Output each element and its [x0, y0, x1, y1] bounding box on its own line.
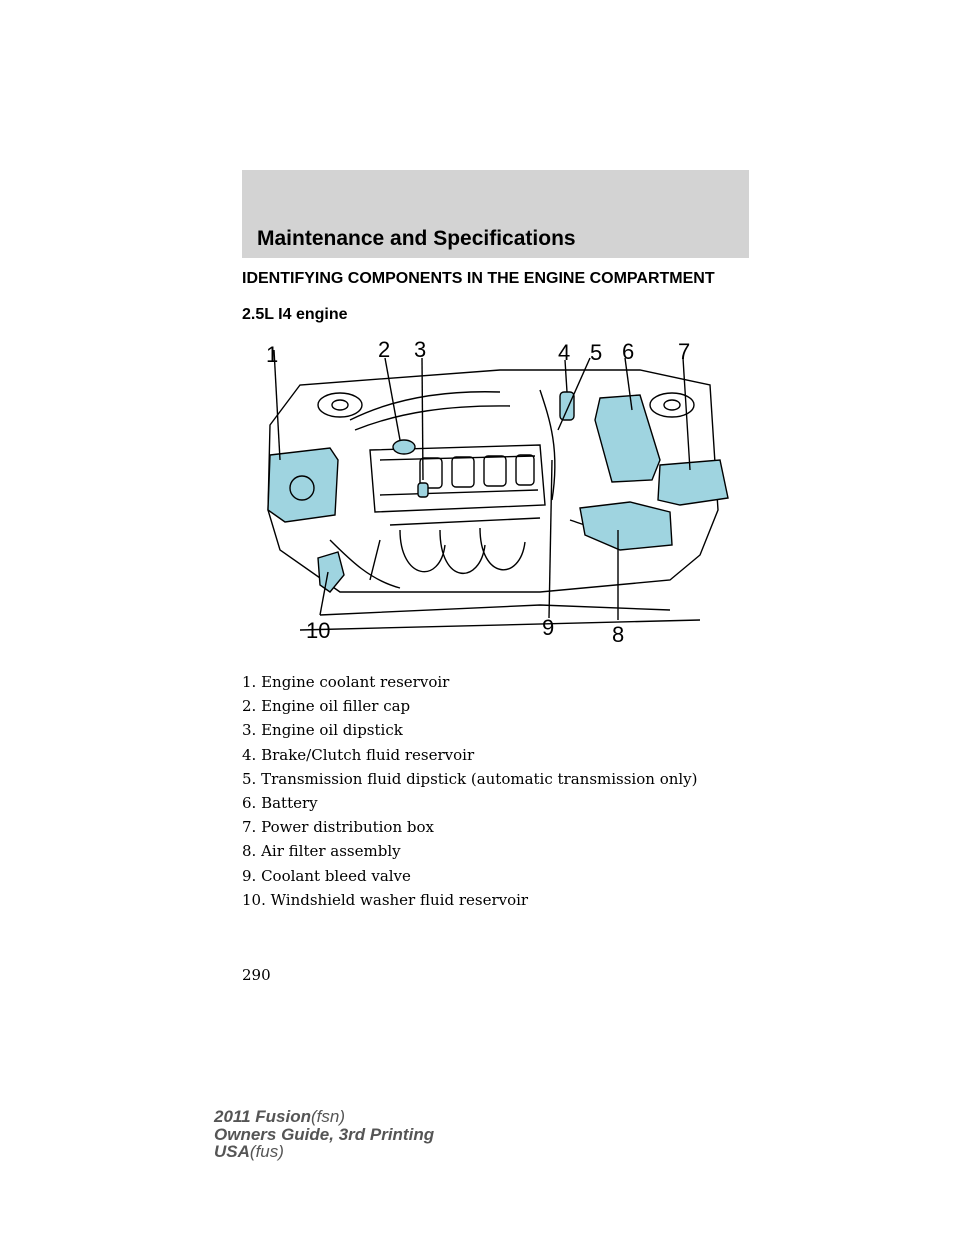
- footer-line-3: [214, 1143, 434, 1161]
- brake-fluid-reservoir-shape: [560, 392, 574, 420]
- legend-item: 3. Engine oil dipstick: [242, 721, 403, 740]
- legend-item: 7. Power distribution box: [242, 818, 434, 837]
- oil-dipstick-shape: [418, 483, 428, 497]
- footer-edition: Owners Guide, 3rd Printing: [214, 1124, 435, 1144]
- engine-compartment-diagram: [240, 330, 740, 655]
- component-legend: [242, 670, 698, 912]
- page-number: 290: [242, 966, 271, 984]
- callout-2: 2: [378, 337, 391, 362]
- callout-3: 3: [414, 337, 427, 362]
- callout-6: 6: [622, 339, 635, 364]
- footer-market: USA: [214, 1142, 250, 1161]
- air-filter-assembly-shape: [580, 502, 672, 550]
- callout-9: 9: [542, 615, 555, 640]
- callout-10: 10: [306, 618, 331, 643]
- section-heading: IDENTIFYING COMPONENTS IN THE ENGINE COMPARTMENT: [242, 270, 715, 287]
- power-distribution-box-shape: [658, 460, 728, 505]
- document-footer: [214, 1108, 434, 1161]
- legend-item: 6. Battery: [242, 794, 318, 813]
- legend-item: 5. Transmission fluid dipstick (automatic transmission only): [242, 769, 698, 788]
- callout-1: 1: [266, 342, 279, 367]
- callout-7: 7: [678, 339, 691, 364]
- washer-fluid-reservoir-shape: [318, 552, 344, 592]
- footer-model-code: (fsn): [311, 1107, 345, 1126]
- footer-market-code: (fus): [249, 1142, 284, 1161]
- footer-line-1: [214, 1108, 434, 1126]
- legend-item: 10. Windshield washer fluid reservoir: [242, 890, 529, 909]
- legend-item: 2. Engine oil filler cap: [242, 697, 411, 716]
- legend-item: 8. Air filter assembly: [242, 842, 401, 861]
- highlighted-components: [268, 392, 728, 592]
- engine-subheading: 2.5L I4 engine: [242, 306, 348, 323]
- legend-item: 4. Brake/Clutch fluid reservoir: [242, 745, 475, 764]
- page-title: Maintenance and Specifications: [257, 227, 576, 250]
- legend-item: 1. Engine coolant reservoir: [242, 673, 450, 691]
- footer-model: 2011 Fusion: [214, 1107, 311, 1126]
- callout-4: 4: [558, 340, 571, 365]
- oil-filler-cap-shape: [393, 440, 415, 454]
- callout-5: 5: [590, 340, 603, 365]
- legend-item: 9. Coolant bleed valve: [242, 866, 411, 885]
- footer-line-2: [214, 1126, 434, 1144]
- callout-8: 8: [612, 622, 625, 647]
